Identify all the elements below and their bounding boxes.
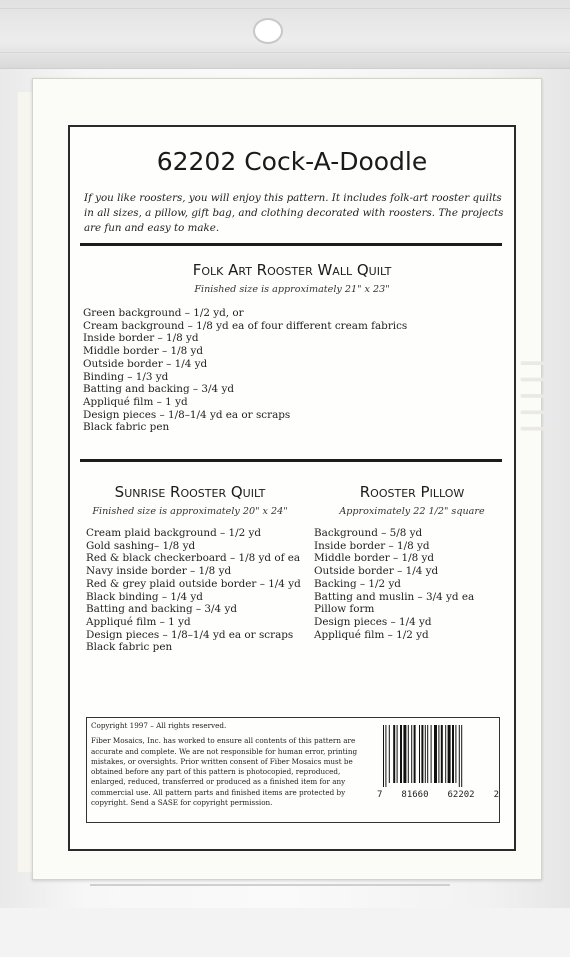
pattern-title: 62202 Cock-A-Doodle [156, 147, 428, 176]
supply-item: Outside border – 1/4 yd [314, 565, 439, 578]
sleeve-bottom-seam [90, 884, 450, 886]
supply-item: Binding – 1/3 yd [83, 370, 169, 383]
supply-item: Middle border – 1/8 yd [314, 552, 435, 565]
hang-hole [253, 18, 283, 44]
seal-line [0, 8, 570, 9]
sunrise-quilt-heading: Sunrise Rooster Quilt [114, 483, 266, 501]
supply-item: Cream background – 1/8 yd ea of four different cream fabrics [83, 319, 408, 332]
copyright-notice [91, 721, 361, 808]
upc-digit: 62202 [447, 790, 475, 800]
seal-line [0, 52, 570, 53]
upc-digit: 81660 [401, 790, 429, 800]
upc-number [377, 790, 499, 800]
supply-item: Middle border – 1/8 yd [83, 345, 204, 358]
barcode-icon [381, 725, 497, 787]
supply-item: Black fabric pen [83, 421, 170, 434]
sunrise-quilt-supply-list [86, 527, 301, 654]
supply-item: Background – 5/8 yd [314, 527, 423, 539]
pillow-size: Approximately 22 1/2" square [339, 506, 485, 517]
copyright-line: Copyright 1997 – All rights reserved. [91, 721, 227, 730]
wall-quilt-supply-list [83, 307, 407, 434]
supply-item: Appliqué film – 1/2 yd [314, 628, 429, 641]
intro-text: If you like roosters, you will enjoy this pattern. It includes folk-art rooster quilts in all sizes, a pillow, gift bag, and clothing decorated with roosters. The projects are fun and easy to make. [84, 192, 504, 234]
supply-item: Inside border – 1/8 yd [314, 539, 430, 552]
supply-item: Outside border – 1/4 yd [83, 357, 208, 370]
supply-item: Batting and muslin – 3/4 yd ea [314, 590, 475, 603]
copyright-box [86, 717, 500, 823]
upc-digit: 7 [377, 790, 383, 800]
show-through-shadow: ||||| [520, 357, 560, 439]
supply-item: Batting and backing – 3/4 yd [83, 383, 234, 396]
sleeve-header [0, 0, 570, 69]
supply-item: Black fabric pen [86, 641, 173, 654]
pillow-supply-list [314, 527, 474, 641]
supply-item: Navy inside border – 1/8 yd [86, 565, 232, 578]
supply-item: Appliqué film – 1 yd [83, 395, 188, 408]
copyright-body: Fiber Mosaics, Inc. has worked to ensure all contents of this pattern are accurate and complete. We are not responsible for human error, printing mistakes, or oversights. Prior written consent of Fiber Mosaics must be obtained before any part of this pattern is photocopied, reproduced, enlarged, reduced, transferred or produced as a finished item for any commercial use. All pattern parts and finished items are protected by copyright. Send a SASE for copyright permission. [91, 736, 358, 808]
supply-item: Cream plaid background – 1/2 yd [86, 527, 262, 539]
upc-digit: 2 [493, 790, 499, 800]
supply-item: Red & black checkerboard – 1/8 yd of ea [86, 552, 301, 565]
divider [80, 459, 502, 462]
wall-quilt-size: Finished size is approximately 21" x 23" [194, 284, 390, 295]
supply-item: Pillow form [314, 603, 375, 616]
supply-item: Inside border – 1/8 yd [83, 332, 199, 345]
supply-item: Design pieces – 1/8–1/4 yd ea or scraps [86, 628, 294, 641]
supply-item: Design pieces – 1/4 yd [314, 615, 432, 628]
sunrise-quilt-size: Finished size is approximately 20" x 24" [92, 506, 288, 517]
supply-item: Black binding – 1/4 yd [86, 590, 203, 603]
supply-item: Gold sashing– 1/8 yd [86, 539, 196, 552]
supply-item: Red & grey plaid outside border – 1/4 yd [86, 577, 301, 590]
supply-item: Design pieces – 1/8–1/4 yd ea or scraps [83, 408, 291, 421]
wall-quilt-heading: Folk Art Rooster Wall Quilt [192, 261, 392, 279]
pattern-info-box [68, 125, 560, 851]
supply-item: Appliqué film – 1 yd [86, 615, 191, 628]
pillow-heading: Rooster Pillow [359, 483, 465, 501]
divider [80, 243, 502, 246]
supply-item: Green background – 1/2 yd, or [83, 307, 244, 319]
supply-item: Batting and backing – 3/4 yd [86, 603, 237, 616]
supply-item: Backing – 1/2 yd [314, 577, 401, 590]
